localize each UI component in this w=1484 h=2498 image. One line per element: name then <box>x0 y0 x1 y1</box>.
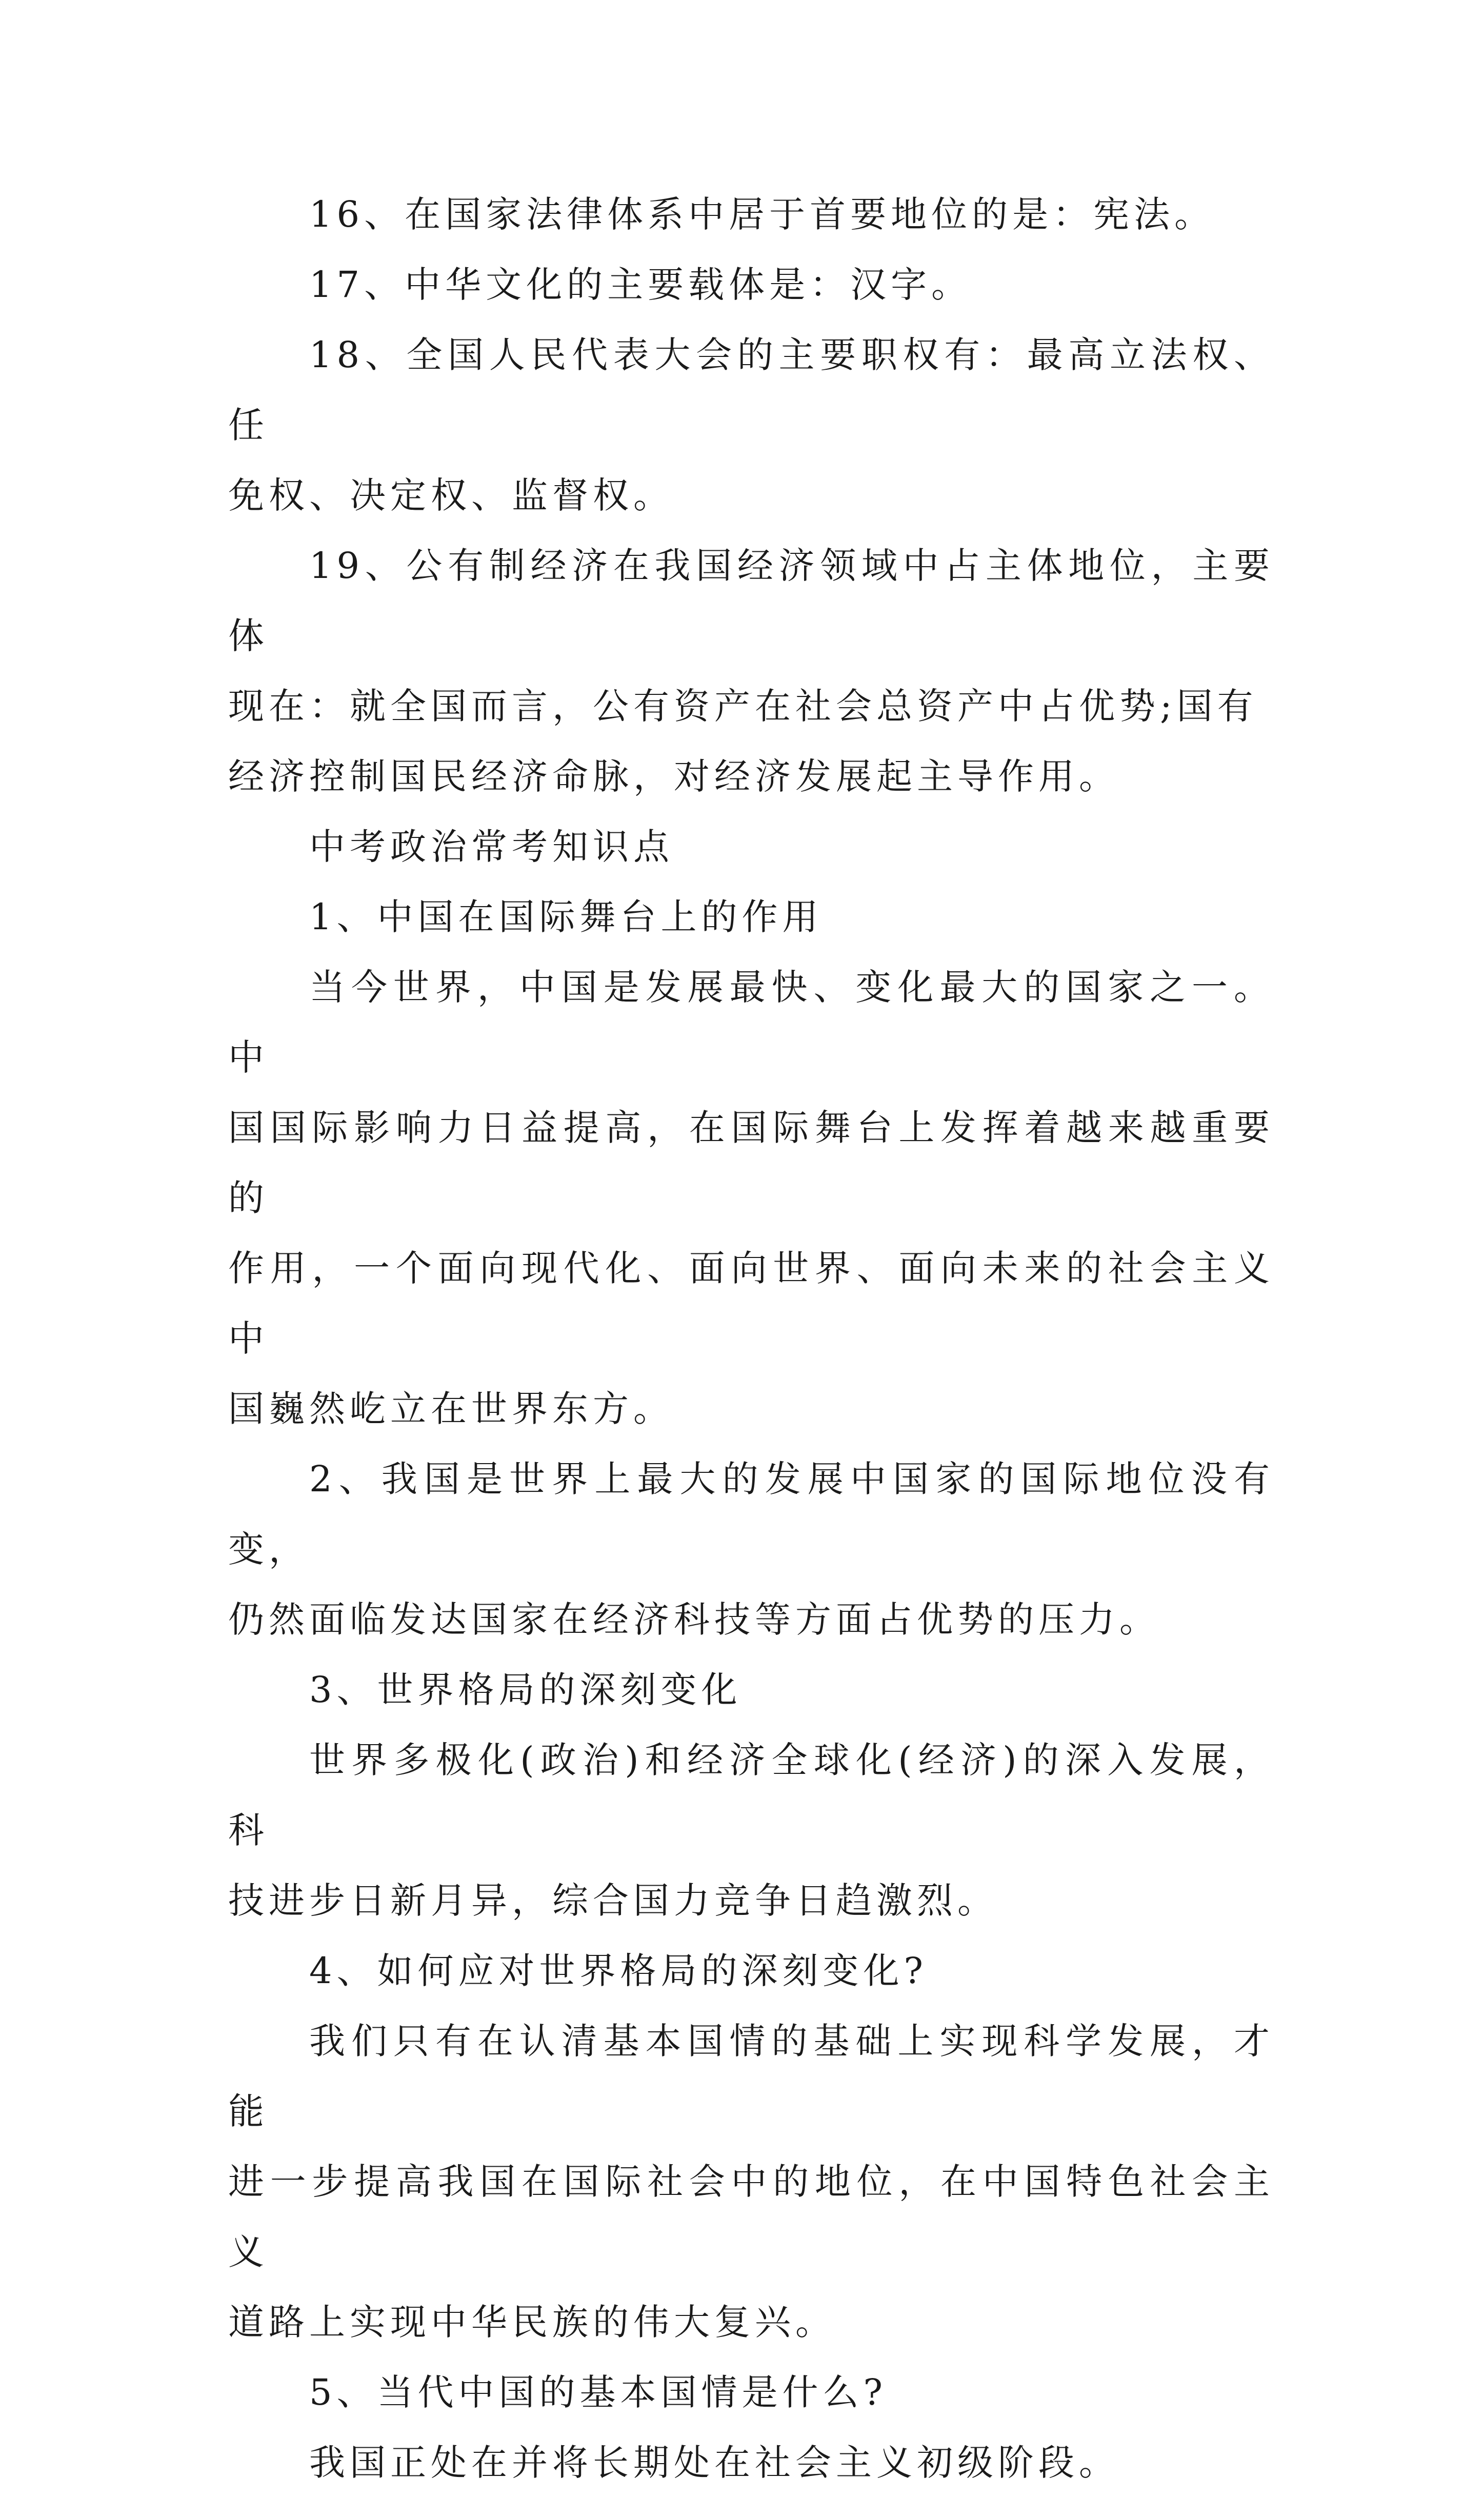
point-5-body: 我国正处在并将长期处在社会主义初级阶段。 <box>309 2442 1119 2484</box>
point-2: 2、我国是世界上最大的发展中国家的国际地位没有变， 仍然面临发达国家在经济科技等方面占优势的压力。 <box>228 1458 1274 1641</box>
paragraph-17: 17、中华文化的主要载体是：汉字。 <box>309 264 972 306</box>
point-4-body: 我们只有在认清基本国情的基础上实现科学发展，才能 进一步提高我国在国际社会中的地位，在中国特色社会主义 道路上实现中华民族的伟大复兴。 <box>228 2020 1274 2343</box>
paragraph-19: 19、公有制经济在我国经济领域中占主体地位，主要体 现在：就全国而言，公有资产在社会总资产中占优势;国有 经济控制国民经济命脉，对经济发展起主导作用。 <box>228 545 1274 797</box>
paragraph-16: 16、在国家法律体系中居于首要地位的是：宪法。 <box>309 193 1215 235</box>
point-3-heading: 3、世界格局的深刻变化 <box>309 1669 742 1711</box>
document-body <box>228 179 1274 2498</box>
point-4-heading: 4、如何应对世界格局的深刻变化? <box>309 1950 928 1992</box>
point-1-heading: 1、中国在国际舞台上的作用 <box>309 896 823 938</box>
point-1-body: 当今世界，中国是发展最快、变化最大的国家之一。中 国国际影响力日益提高，在国际舞台上发挥着越来越重要的 作用，一个面向现代化、面向世界、面向未来的社会主义中 国巍然屹立在世界东方。 <box>228 966 1274 1430</box>
point-3-body: 世界多极化(政治)和经济全球化(经济)的深入发展，科 技进步日新月异，综合国力竞争日趋激烈。 <box>228 1739 1274 1922</box>
point-5-heading: 5、当代中国的基本国情是什么? <box>309 2371 888 2413</box>
section-heading: 中考政治常考知识点 <box>309 826 674 868</box>
paragraph-18: 18、全国人民代表大会的主要职权有：最高立法权、任 免权、决定权、监督权。 <box>228 334 1274 516</box>
